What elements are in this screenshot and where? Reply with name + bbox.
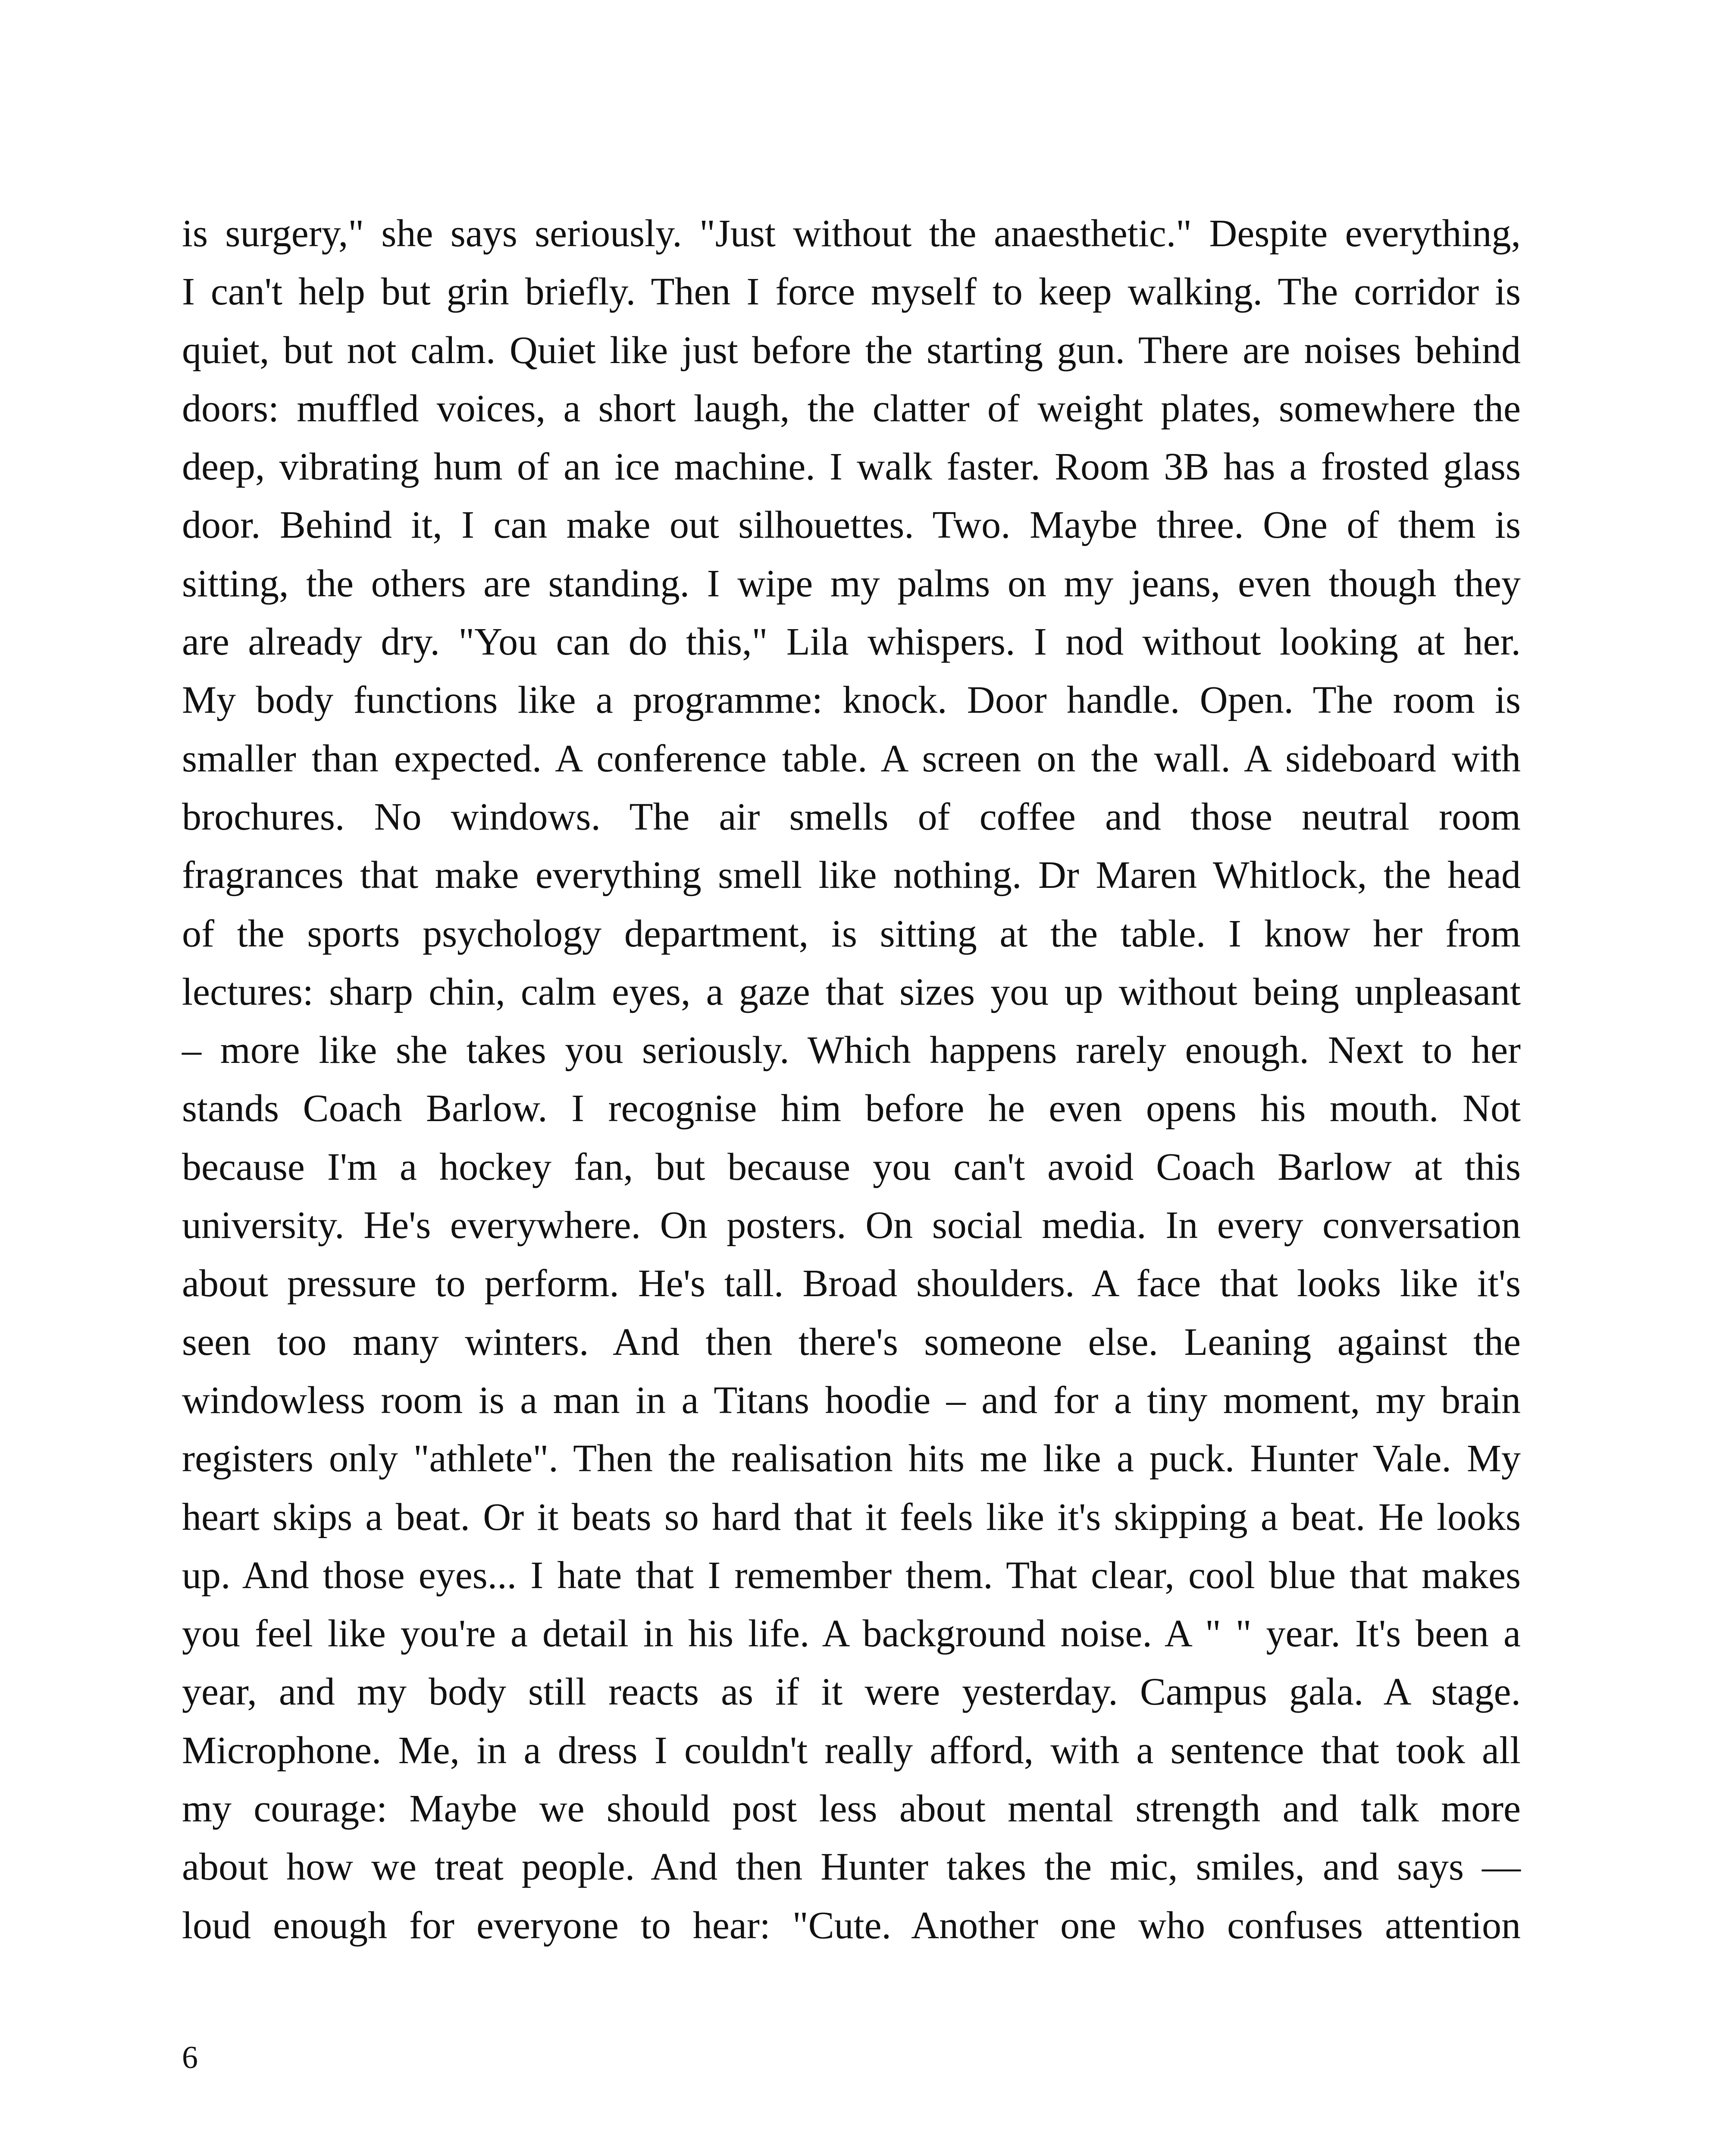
text-line: university. He's everywhere. On posters. On social media. In every conversation [182, 1204, 1521, 1247]
text-line: door. Behind it, I can make out silhouettes. Two. Maybe three. One of them is [182, 504, 1521, 547]
text-line: seen too many winters. And then there's someone else. Leaning against the [182, 1320, 1521, 1363]
text-line: smaller than expected. A conference table. A screen on the wall. A sideboard with [182, 737, 1521, 780]
body-text [182, 204, 1521, 1955]
text-line: are already dry. "You can do this," Lila whispers. I nod without looking at her. [182, 620, 1521, 664]
text-line: Microphone. Me, in a dress I couldn't really afford, with a sentence that took all [182, 1729, 1521, 1772]
text-line: I can't help but grin briefly. Then I force myself to keep walking. The corridor is [182, 270, 1521, 313]
text-line: fragrances that make everything smell like nothing. Dr Maren Whitlock, the head [182, 854, 1521, 897]
text-line: up. And those eyes... I hate that I remember them. That clear, cool blue that makes [182, 1554, 1521, 1597]
text-line: of the sports psychology department, is sitting at the table. I know her from [182, 912, 1521, 955]
text-line: because I'm a hockey fan, but because you can't avoid Coach Barlow at this [182, 1145, 1521, 1188]
text-line: year, and my body still reacts as if it were yesterday. Campus gala. A stage. [182, 1670, 1521, 1714]
page-number: 6 [182, 2040, 198, 2075]
text-line: heart skips a beat. Or it beats so hard that it feels like it's skipping a beat. He looks [182, 1495, 1521, 1539]
text-line: about pressure to perform. He's tall. Broad shoulders. A face that looks like it's [182, 1262, 1521, 1305]
text-line: quiet, but not calm. Quiet like just before the starting gun. There are noises behind [182, 329, 1521, 372]
text-line: sitting, the others are standing. I wipe my palms on my jeans, even though they [182, 562, 1521, 605]
text-line: deep, vibrating hum of an ice machine. I walk faster. Room 3B has a frosted glass [182, 445, 1521, 489]
text-line: brochures. No windows. The air smells of coffee and those neutral room [182, 795, 1521, 838]
text-line: about how we treat people. And then Hunter takes the mic, smiles, and says — [182, 1846, 1521, 1889]
text-line: loud enough for everyone to hear: "Cute. Another one who confuses attention [182, 1904, 1521, 1947]
text-line: windowless room is a man in a Titans hoodie – and for a tiny moment, my brain [182, 1379, 1521, 1422]
text-line: lectures: sharp chin, calm eyes, a gaze that sizes you up without being unpleasant [182, 970, 1521, 1013]
text-line: My body functions like a programme: knock. Door handle. Open. The room is [182, 679, 1521, 722]
text-line: registers only "athlete". Then the realisation hits me like a puck. Hunter Vale. My [182, 1437, 1521, 1480]
text-line: you feel like you're a detail in his life. A background noise. A " " year. It's been a [182, 1612, 1521, 1655]
text-line: doors: muffled voices, a short laugh, the clatter of weight plates, somewhere the [182, 387, 1521, 430]
text-line: stands Coach Barlow. I recognise him before he even opens his mouth. Not [182, 1087, 1521, 1130]
text-line: my courage: Maybe we should post less about mental strength and talk more [182, 1787, 1521, 1830]
text-line: is surgery," she says seriously. "Just without the anaesthetic." Despite everything, [182, 212, 1521, 255]
text-line: – more like she takes you seriously. Which happens rarely enough. Next to her [182, 1029, 1521, 1072]
